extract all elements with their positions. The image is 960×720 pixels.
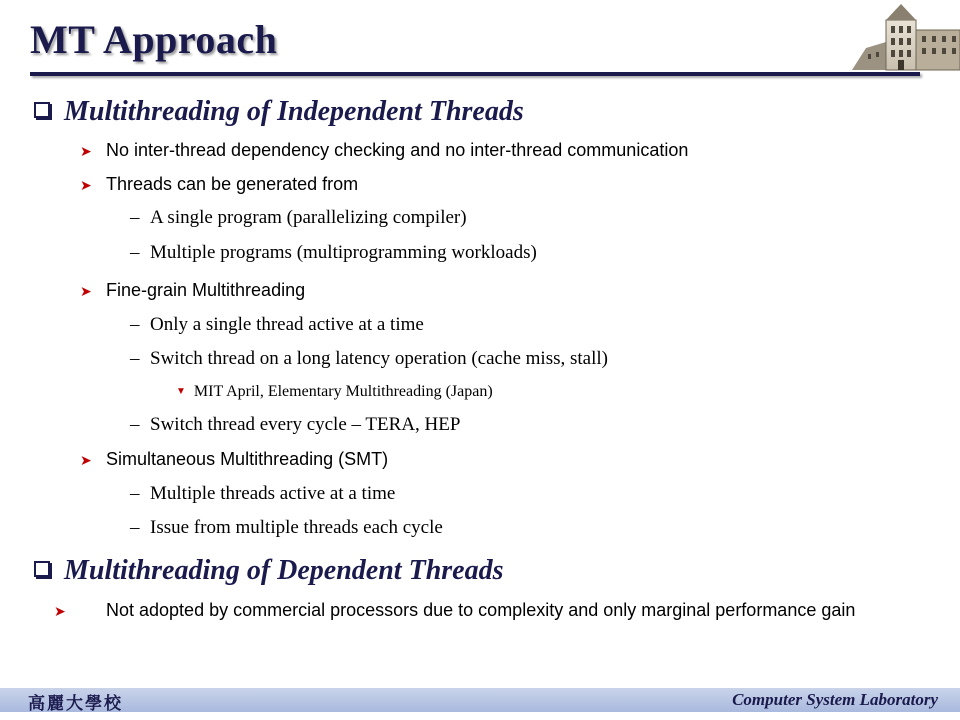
dash-icon: – [130, 517, 140, 538]
bullet-text: Multiple programs (multiprogramming workloads) [150, 242, 537, 263]
bullet-level-2 [54, 597, 946, 624]
arrow-right-icon: ➤ [80, 177, 92, 193]
bullet-level-2 [80, 449, 388, 470]
bullet-level-3 [130, 517, 443, 539]
dash-icon: – [130, 207, 140, 228]
bullet-text: No inter-thread dependency checking and no inter-thread communication [106, 140, 689, 160]
arrow-right-icon: ➤ [80, 452, 92, 468]
bullet-level-3 [130, 414, 460, 436]
bullet-text: Not adopted by commercial processors due to complexity and only marginal performance gain [106, 600, 856, 620]
arrow-right-icon: ➤ [54, 603, 66, 619]
bullet-level-3 [130, 314, 424, 336]
bullet-level-3 [130, 242, 537, 264]
dash-icon: – [130, 242, 140, 263]
footer-lab-name: Computer System Laboratory [732, 690, 938, 709]
bullet-level-3 [130, 348, 608, 370]
bullet-level-2 [80, 140, 688, 161]
page-title: MT Approach [30, 17, 278, 62]
checkbox-square-icon [34, 102, 50, 118]
bullet-level-3 [130, 483, 395, 505]
bullet-text: Fine-grain Multithreading [106, 280, 306, 300]
bullet-text: Multithreading of Independent Threads [64, 96, 524, 127]
bullet-text: MIT April, Elementary Multithreading (Japan) [193, 383, 493, 400]
bullet-text: Switch thread every cycle – TERA, HEP [150, 414, 461, 435]
bullet-level-4 [176, 383, 493, 401]
bullet-level-1 [34, 555, 503, 587]
footer-bar [0, 688, 960, 712]
arrow-right-icon: ➤ [80, 283, 92, 299]
bullet-level-3 [130, 207, 467, 229]
bullet-level-1 [34, 96, 524, 128]
bullet-text: Switch thread on a long latency operation (cache miss, stall) [150, 348, 608, 369]
bullet-level-2 [80, 174, 358, 195]
dash-icon: – [130, 348, 140, 369]
bullet-text: Multiple threads active at a time [150, 483, 396, 504]
bullet-text: A single program (parallelizing compiler) [150, 207, 467, 228]
footer-university-name: 高麗大學校 [28, 694, 123, 714]
dash-icon: – [130, 414, 140, 435]
checkbox-square-icon [34, 561, 50, 577]
arrow-right-icon: ➤ [80, 143, 92, 159]
bullet-text: Multithreading of Dependent Threads [64, 555, 504, 586]
bullet-text: Only a single thread active at a time [150, 314, 424, 335]
bullet-text: Simultaneous Multithreading (SMT) [106, 449, 389, 469]
university-building-logo-icon [846, 0, 960, 72]
bullet-level-2 [80, 280, 305, 301]
title-underline [30, 72, 920, 76]
dash-icon: – [130, 483, 140, 504]
dash-icon: – [130, 314, 140, 335]
bullet-text: Threads can be generated from [106, 174, 359, 194]
triangle-down-icon: ▼ [176, 386, 186, 397]
bullet-text: Issue from multiple threads each cycle [150, 517, 443, 538]
